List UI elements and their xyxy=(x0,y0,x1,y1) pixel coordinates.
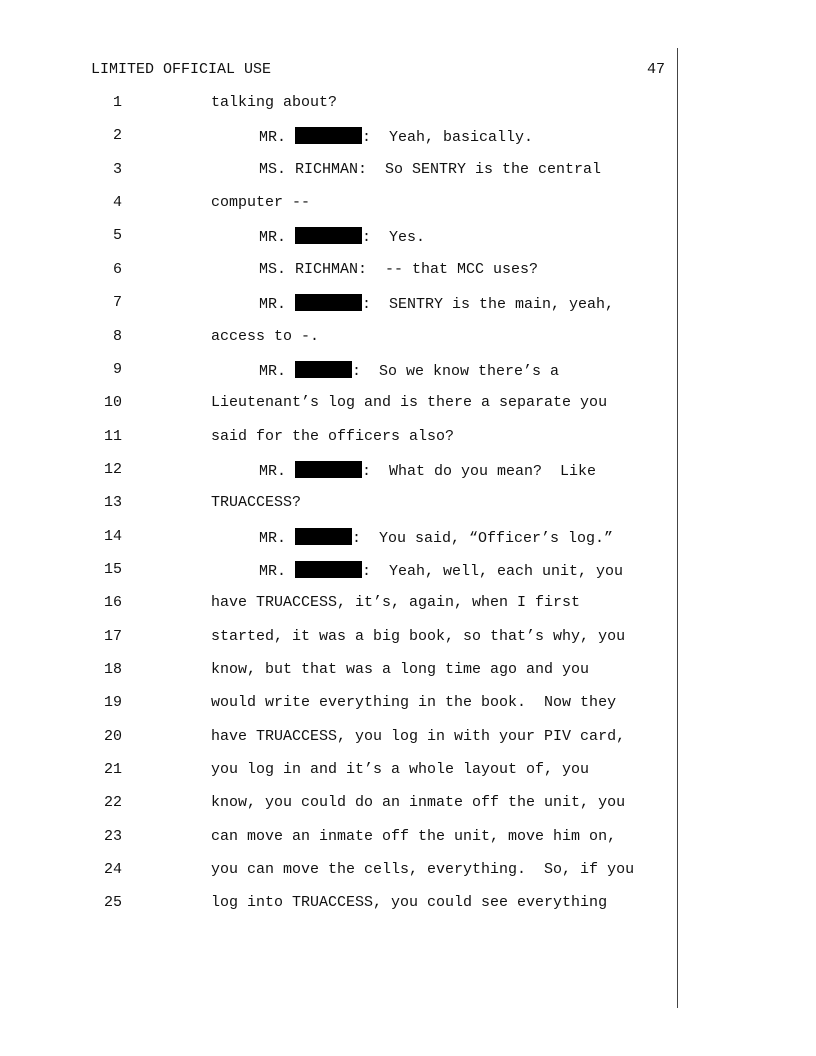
line-text-segment: log into TRUACCESS, you could see everything xyxy=(211,894,608,912)
line-number: 8 xyxy=(112,327,122,345)
line-text xyxy=(211,428,454,445)
line-text xyxy=(211,661,589,678)
transcript-line xyxy=(0,694,816,718)
line-text-segment: : Yeah, basically. xyxy=(362,129,534,147)
line-text-segment: have TRUACCESS, you log in with your PIV card, xyxy=(211,727,626,745)
page-number: 47 xyxy=(647,61,666,78)
transcript-line xyxy=(0,394,816,418)
transcript-line xyxy=(0,628,816,652)
line-text xyxy=(211,394,607,411)
transcript-line xyxy=(0,127,816,151)
transcript-line xyxy=(0,361,816,385)
line-text-segment: can move an inmate off the unit, move him on, xyxy=(211,827,617,845)
line-text xyxy=(211,761,589,778)
line-text-segment: MR. xyxy=(259,462,296,480)
line-text xyxy=(259,127,533,146)
line-text-segment: MS. RICHMAN: -- that MCC uses? xyxy=(259,260,539,278)
line-text xyxy=(211,494,301,511)
line-text-segment: : What do you mean? Like xyxy=(362,462,597,480)
transcript-line xyxy=(0,294,816,318)
line-text-segment: know, but that was a long time ago and you xyxy=(211,661,590,678)
redaction-box xyxy=(295,294,362,311)
transcript-line xyxy=(0,494,816,518)
line-text xyxy=(259,294,614,313)
line-number: 20 xyxy=(103,727,122,745)
redaction-box xyxy=(295,528,352,545)
line-text xyxy=(211,694,616,711)
line-number: 9 xyxy=(112,360,122,378)
redaction-box xyxy=(295,361,352,378)
transcript-line xyxy=(0,661,816,685)
line-number: 15 xyxy=(103,560,122,578)
transcript-line xyxy=(0,861,816,885)
transcript-line xyxy=(0,761,816,785)
transcript-line xyxy=(0,794,816,818)
line-text-segment: started, it was a big book, so that’s why, you xyxy=(211,627,626,645)
line-number: 3 xyxy=(112,160,122,178)
line-text xyxy=(259,261,538,278)
line-number: 19 xyxy=(103,694,122,712)
line-number: 23 xyxy=(103,827,122,845)
line-text-segment: Lieutenant’s log and is there a separate you xyxy=(211,394,608,412)
line-text xyxy=(259,361,559,380)
line-text xyxy=(211,594,580,611)
line-number: 22 xyxy=(103,794,122,812)
line-text xyxy=(211,194,310,211)
line-text-segment: would write everything in the book. Now they xyxy=(211,694,617,712)
line-text xyxy=(211,828,616,845)
line-number: 18 xyxy=(103,661,122,678)
line-number: 7 xyxy=(112,294,122,312)
line-text xyxy=(211,894,607,911)
transcript-line xyxy=(0,728,816,752)
line-text-segment: MR. xyxy=(259,362,296,380)
transcript-line xyxy=(0,428,816,452)
line-text-segment: : So we know there’s a xyxy=(352,362,560,380)
transcript-line xyxy=(0,528,816,552)
line-text-segment: : Yeah, well, each unit, you xyxy=(362,562,624,580)
redaction-box xyxy=(295,561,362,578)
line-text-segment: talking about? xyxy=(211,94,338,111)
line-text xyxy=(211,628,625,645)
line-text xyxy=(211,728,625,745)
line-number: 2 xyxy=(112,127,122,145)
line-number: 4 xyxy=(112,194,122,212)
transcript-line xyxy=(0,561,816,585)
line-text xyxy=(211,328,319,345)
line-text-segment: MR. xyxy=(259,229,296,247)
line-number: 25 xyxy=(103,894,122,912)
line-number: 1 xyxy=(112,94,122,111)
transcript-line xyxy=(0,594,816,618)
line-text-segment: MR. xyxy=(259,529,296,547)
line-text-segment: MR. xyxy=(259,296,296,314)
redaction-box xyxy=(295,227,362,244)
line-text-segment: you log in and it’s a whole layout of, you xyxy=(211,761,590,778)
line-number: 10 xyxy=(103,394,122,412)
line-text-segment: : Yes. xyxy=(362,229,426,247)
transcript-line xyxy=(0,261,816,285)
line-number: 12 xyxy=(103,460,122,478)
line-text-segment: computer -- xyxy=(211,194,311,212)
line-text-segment: have TRUACCESS, it’s, again, when I first xyxy=(211,594,581,612)
line-number: 17 xyxy=(103,627,122,645)
line-text xyxy=(259,227,425,246)
classification-header: LIMITED OFFICIAL USE xyxy=(91,61,272,78)
line-number: 13 xyxy=(103,494,122,512)
line-text-segment: access to -. xyxy=(211,327,320,345)
line-text xyxy=(259,561,623,580)
line-number: 24 xyxy=(103,861,122,879)
line-text-segment: : You said, “Officer’s log.” xyxy=(352,529,614,547)
line-text xyxy=(259,461,596,480)
transcript-line xyxy=(0,94,816,118)
line-text-segment: said for the officers also? xyxy=(211,427,455,445)
line-text xyxy=(259,161,601,178)
transcript-line xyxy=(0,894,816,918)
line-text-segment: TRUACCESS? xyxy=(211,494,302,512)
line-number: 5 xyxy=(112,227,122,245)
transcript-line xyxy=(0,328,816,352)
line-text xyxy=(211,861,634,878)
redaction-box xyxy=(295,127,362,144)
line-text xyxy=(211,794,625,811)
line-text-segment: : SENTRY is the main, yeah, xyxy=(362,296,615,314)
line-number: 6 xyxy=(112,260,122,278)
line-number: 11 xyxy=(103,427,122,445)
transcript-line xyxy=(0,227,816,251)
line-number: 16 xyxy=(103,594,122,612)
line-text-segment: know, you could do an inmate off the unit, you xyxy=(211,794,626,812)
transcript-line xyxy=(0,461,816,485)
line-text-segment: MR. xyxy=(259,562,296,580)
transcript-line xyxy=(0,161,816,185)
line-text-segment: MR. xyxy=(259,129,296,147)
transcript-line xyxy=(0,828,816,852)
line-text xyxy=(211,94,337,111)
line-text-segment: you can move the cells, everything. So, if you xyxy=(211,861,635,879)
line-number: 14 xyxy=(103,527,122,545)
transcript-line xyxy=(0,194,816,218)
line-text-segment: MS. RICHMAN: So SENTRY is the central xyxy=(259,160,602,178)
redaction-box xyxy=(295,461,362,478)
line-number: 21 xyxy=(103,761,122,778)
line-text xyxy=(259,528,613,547)
